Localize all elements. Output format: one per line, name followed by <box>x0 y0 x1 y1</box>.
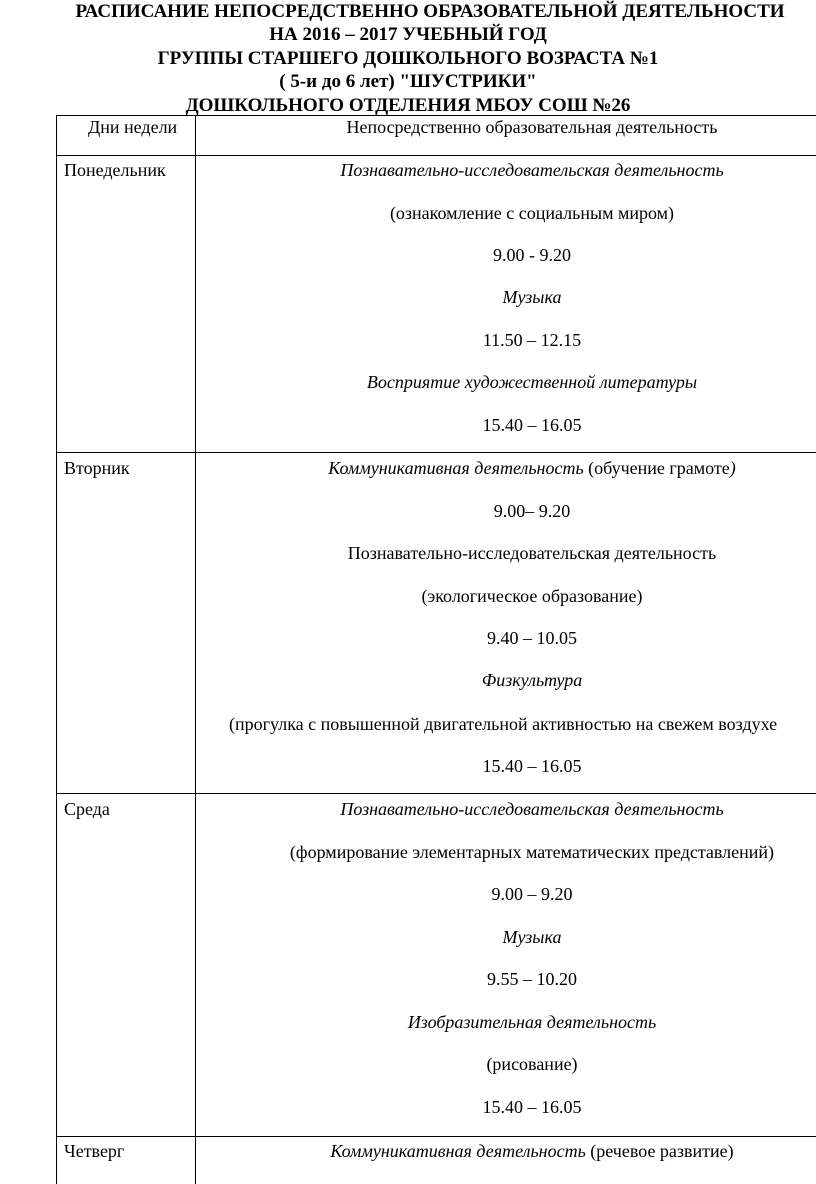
activity-type: Коммуникативная деятельность <box>328 458 584 478</box>
activity-line: (ознакомление с социальным миром) <box>389 203 675 223</box>
activity-time: 15.40 – 16.05 <box>482 1097 582 1117</box>
header-line-1: РАСПИСАНИЕ НЕПОСРЕДСТВЕННО ОБРАЗОВАТЕЛЬНОЙ ДЕЯТЕЛЬНОСТИ <box>75 1 785 22</box>
activity-time: 9.00– 9.20 <box>493 501 571 521</box>
activity-detail: (речевое развитие) <box>585 1141 734 1161</box>
activity-line: Восприятие художественной литературы <box>366 372 698 392</box>
activity-line <box>196 458 816 479</box>
activity-time: 15.40 – 16.05 <box>482 756 582 776</box>
activity-time: 9.00 – 9.20 <box>491 884 573 904</box>
activity-line: (рисование) <box>486 1054 578 1074</box>
activity-time: 9.00 - 9.20 <box>493 245 571 265</box>
activity-line: Изобразительная деятельность <box>407 1012 657 1032</box>
header-line-5: ДОШКОЛЬНОГО ОТДЕЛЕНИЯ МБОУ СОШ №26 <box>185 94 631 116</box>
column-header-days: Дни недели <box>88 117 178 137</box>
activity-line: Познавательно-исследовательская деятельность <box>340 160 724 180</box>
header-line-3: ГРУППЫ СТАРШЕГО ДОШКОЛЬНОГО ВОЗРАСТА №1 <box>157 47 659 69</box>
activity-line <box>196 1141 816 1162</box>
row-divider <box>56 793 816 794</box>
activity-line: Музыка <box>502 287 562 307</box>
activity-line: (прогулка с повышенной двигательной активностью на свежем воздухе <box>229 714 778 734</box>
activity-time: 9.40 – 10.05 <box>487 628 577 648</box>
day-tuesday: Вторник <box>64 458 130 478</box>
day-wednesday: Среда <box>64 799 110 819</box>
activity-line: Познавательно-исследовательская деятельность <box>347 543 717 563</box>
activity-line: Физкультура <box>481 670 583 690</box>
row-divider <box>56 1136 816 1137</box>
activity-line: (экологическое образование) <box>421 586 643 606</box>
day-monday: Понедельник <box>64 160 166 180</box>
header-line-2: НА 2016 – 2017 УЧЕБНЫЙ ГОД <box>269 24 547 46</box>
row-divider <box>56 155 816 156</box>
activity-line: (формирование элементарных математических представлений) <box>289 842 775 862</box>
activity-line: Познавательно-исследовательская деятельность <box>340 799 724 819</box>
activity-time: 11.50 – 12.15 <box>482 330 582 350</box>
activity-time: 15.40 – 16.05 <box>482 415 582 435</box>
activity-type: Коммуникативная деятельность <box>330 1141 586 1161</box>
day-thursday: Четверг <box>64 1141 125 1161</box>
activity-detail-close: ) <box>729 458 736 478</box>
activity-time: 9.55 – 10.20 <box>487 969 577 989</box>
activity-line: Музыка <box>502 927 562 947</box>
activity-detail: (обучение грамоте <box>583 458 730 478</box>
row-divider <box>56 452 816 453</box>
column-header-activity: Непосредственно образовательная деятельность <box>346 117 718 137</box>
header-line-4: ( 5-и до 6 лет) "ШУСТРИКИ" <box>279 71 537 93</box>
document-header <box>0 0 816 117</box>
